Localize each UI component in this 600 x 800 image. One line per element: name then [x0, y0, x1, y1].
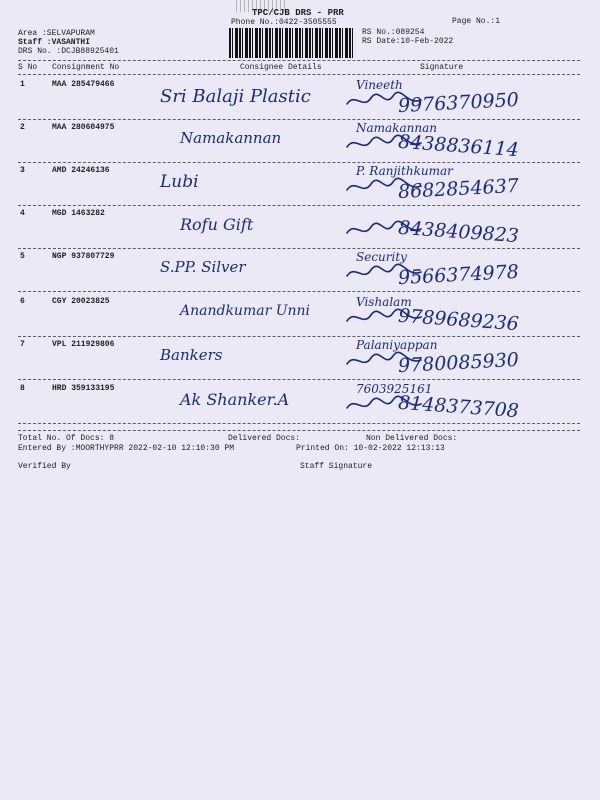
- staff-label: Staff :VASANTHI: [18, 38, 91, 47]
- row-consignment-no: MGD 1463282: [52, 209, 105, 218]
- barcode: [229, 28, 353, 58]
- signature-scribble: [345, 262, 425, 284]
- row-signature-name: Security: [356, 250, 407, 264]
- drs-number: DRS No. :DCJB88925401: [18, 47, 119, 56]
- signature-scribble: [345, 90, 425, 112]
- divider: [18, 205, 580, 206]
- row-sno: 1: [20, 80, 25, 89]
- area-label: Area :SELVAPURAM: [18, 29, 95, 38]
- signature-scribble: [345, 133, 425, 155]
- divider: [18, 423, 580, 424]
- divider: [18, 336, 580, 337]
- divider: [18, 74, 580, 75]
- row-consignee-handwriting: Anandkumar Unni: [180, 303, 311, 319]
- signature-scribble: [345, 307, 425, 329]
- divider: [18, 119, 580, 120]
- row-signature-number: 8438409823: [397, 216, 520, 248]
- delivered-docs: Delivered Docs:: [228, 434, 301, 443]
- row-consignee-handwriting: Ak Shanker.A: [180, 390, 290, 409]
- row-signature-number: 9789689236: [397, 304, 520, 336]
- divider: [18, 248, 580, 249]
- row-consignment-no: MAA 280604975: [52, 123, 115, 132]
- row-consignee-handwriting: Rofu Gift: [180, 215, 254, 234]
- row-signature-number: 9780085930: [397, 348, 520, 378]
- row-sno: 5: [20, 252, 25, 261]
- signature-scribble: [345, 394, 425, 416]
- row-consignment-no: VPL 211929806: [52, 340, 115, 349]
- page-number: Page No.:1: [452, 17, 501, 26]
- divider: [18, 379, 580, 380]
- divider: [18, 291, 580, 292]
- printed-on: Printed On: 10-02-2022 12:13:13: [296, 444, 445, 453]
- row-consignment-no: HRD 359133195: [52, 384, 115, 393]
- row-sno: 6: [20, 297, 25, 306]
- row-signature-name: 7603925161: [356, 382, 433, 396]
- row-consignee-handwriting: Lubi: [160, 172, 199, 192]
- entered-by: Entered By :MOORTHYPRR 2022-02-10 12:10:30 PM: [18, 444, 235, 453]
- row-consignment-no: AMD 24246136: [52, 166, 110, 175]
- row-consignment-no: NGP 937807729: [52, 252, 115, 261]
- signature-scribble: [345, 350, 425, 372]
- rs-date: RS Date:10-Feb-2022: [362, 37, 454, 46]
- row-sno: 4: [20, 209, 25, 218]
- row-signature-name: Palaniyappan: [356, 338, 438, 352]
- col-consignee: Consignee Details: [240, 63, 322, 72]
- row-signature-name: Vishalam: [356, 295, 412, 309]
- row-signature-name: P. Ranjithkumar: [356, 164, 453, 178]
- row-sno: 7: [20, 340, 25, 349]
- non-delivered-docs: Non Delivered Docs:: [366, 434, 458, 443]
- row-signature-name: Namakannan: [356, 121, 437, 135]
- verified-by: Verified By: [18, 462, 71, 471]
- col-signature: Signature: [420, 63, 464, 72]
- col-sno: S No: [18, 63, 38, 72]
- row-signature-number: 8682854637: [397, 174, 520, 204]
- phone-number: Phone No.:0422-3505555: [231, 18, 337, 27]
- divider: [18, 162, 580, 163]
- row-signature-number: 8438836114: [397, 130, 520, 162]
- total-docs: Total No. Of Docs: 8: [18, 434, 115, 443]
- row-signature-number: 9566374978: [397, 260, 520, 290]
- row-consignment-no: MAA 285479466: [52, 80, 115, 89]
- row-consignee-handwriting: Namakannan: [180, 129, 282, 147]
- signature-scribble: [345, 219, 425, 241]
- row-sno: 8: [20, 384, 25, 393]
- rs-number: RS No.:089254: [362, 28, 425, 37]
- row-consignee-handwriting: S.PP. Silver: [160, 258, 246, 276]
- row-signature-number: 8148373708: [397, 391, 520, 423]
- row-consignment-no: CGY 20023825: [52, 297, 110, 306]
- document-title: TPC/CJB DRS - PRR: [252, 8, 344, 18]
- row-signature-number: 9976370950: [397, 88, 520, 118]
- col-consignment: Consignment No: [52, 63, 120, 72]
- row-sno: 3: [20, 166, 25, 175]
- signature-scribble: [345, 176, 425, 198]
- divider: [18, 430, 580, 431]
- divider: [18, 60, 580, 61]
- row-consignee-handwriting: Bankers: [160, 346, 223, 364]
- staff-signature: Staff Signature: [300, 462, 373, 471]
- row-sno: 2: [20, 123, 25, 132]
- row-consignee-handwriting: Sri Balaji Plastic: [160, 86, 311, 107]
- row-signature-name: Vineeth: [356, 78, 403, 92]
